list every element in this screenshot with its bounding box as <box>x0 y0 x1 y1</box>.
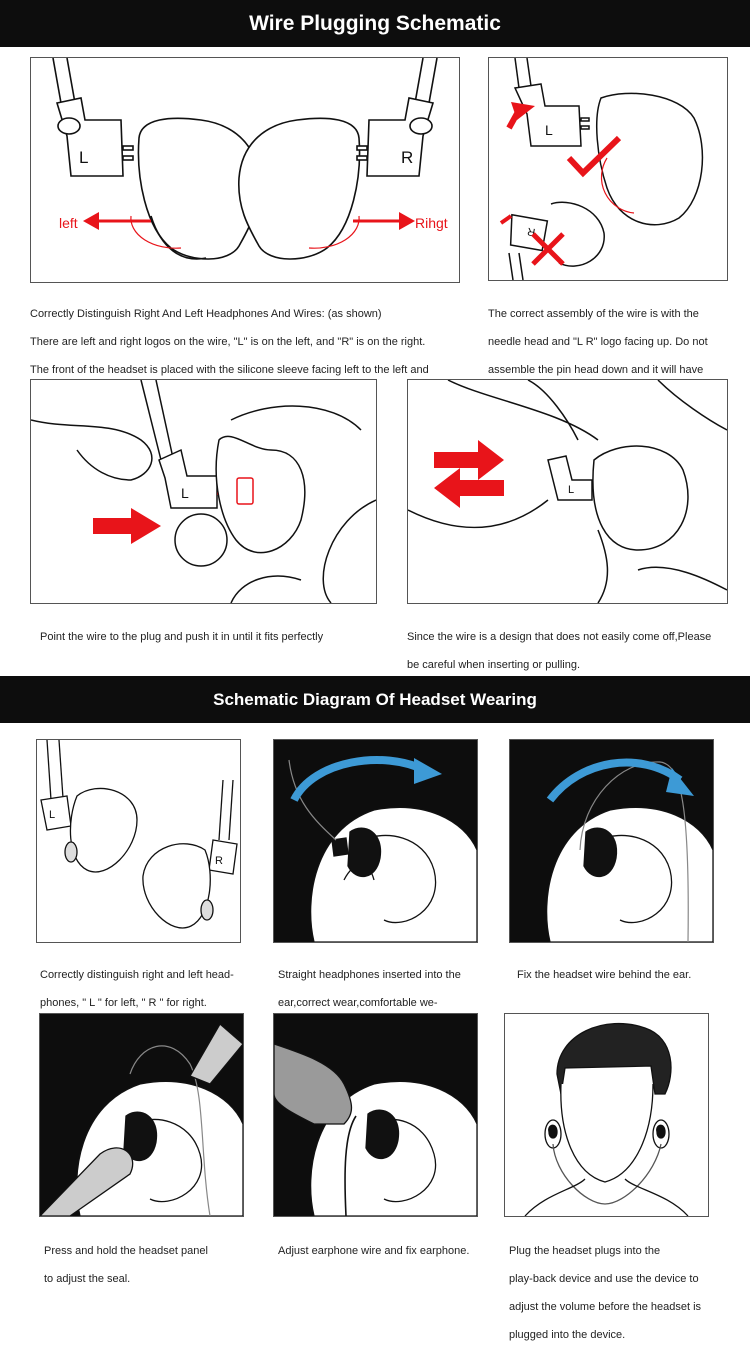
orientation-plug-up-label: L <box>545 122 553 138</box>
section-title-headset-wearing: Schematic Diagram Of Headset Wearing <box>0 676 750 723</box>
illustration-plug-orientation <box>488 57 728 281</box>
illustration-step-6-wearing-head <box>504 1013 709 1217</box>
illustration-step-1-left-right <box>36 739 241 943</box>
caption-orientation: The correct assembly of the wire is with the needle head and "L R" logo facing up. Do not assemble the pin head down and it will have <box>488 308 708 376</box>
left-arrow-label: left <box>59 215 78 231</box>
caption-step-3: Fix the headset wire behind the ear. <box>517 969 692 981</box>
step1-right-label: R <box>215 855 223 867</box>
illustration-push-plug <box>30 379 377 604</box>
illustration-insert-pull <box>407 379 728 604</box>
pull-plug-label: L <box>568 484 575 496</box>
left-plug-label: L <box>79 148 89 167</box>
caption-step-5: Adjust earphone wire and fix earphone. <box>278 1245 470 1257</box>
caption-push: Point the wire to the plug and push it in until it fits perfectly <box>40 631 324 643</box>
illustration-left-right-plugs <box>30 57 460 283</box>
right-plug-label: R <box>401 148 414 167</box>
right-arrow-label: Rihgt <box>415 215 448 231</box>
caption-step-4: Press and hold the headset panel to adjust the seal. <box>44 1245 208 1285</box>
caption-step-2: Straight headphones inserted into the ear,correct wear,comfortable we- <box>278 969 461 1009</box>
caption-step-6: Plug the headset plugs into the play-back device and use the device to adjust the volume before the headset is plugged into the device. <box>509 1245 702 1341</box>
illustration-step-5-adjust-wire <box>273 1013 478 1217</box>
orientation-plug-down-label: R <box>526 224 537 238</box>
caption-pull: Since the wire is a design that does not easily come off,Please be careful when inserting or pulling. <box>407 631 712 671</box>
illustration-step-4-press-panel <box>39 1013 244 1217</box>
caption-left-right: Correctly Distinguish Right And Left Headphones And Wires: (as shown) There are left and right logos on the wire, "L" is on the left, and "R" is on the right. The front of the headset is placed with the silicone sleeve facing left to the left and <box>30 308 429 376</box>
illustration-step-3-behind-ear <box>509 739 714 943</box>
section-title-wire-plugging: Wire Plugging Schematic <box>0 0 750 47</box>
illustration-step-2-insert <box>273 739 478 943</box>
caption-step-1: Correctly distinguish right and left head- phones, " L " for left, " R " for right. <box>40 969 234 1009</box>
push-plug-label: L <box>181 485 189 501</box>
step1-left-label: L <box>49 809 56 821</box>
